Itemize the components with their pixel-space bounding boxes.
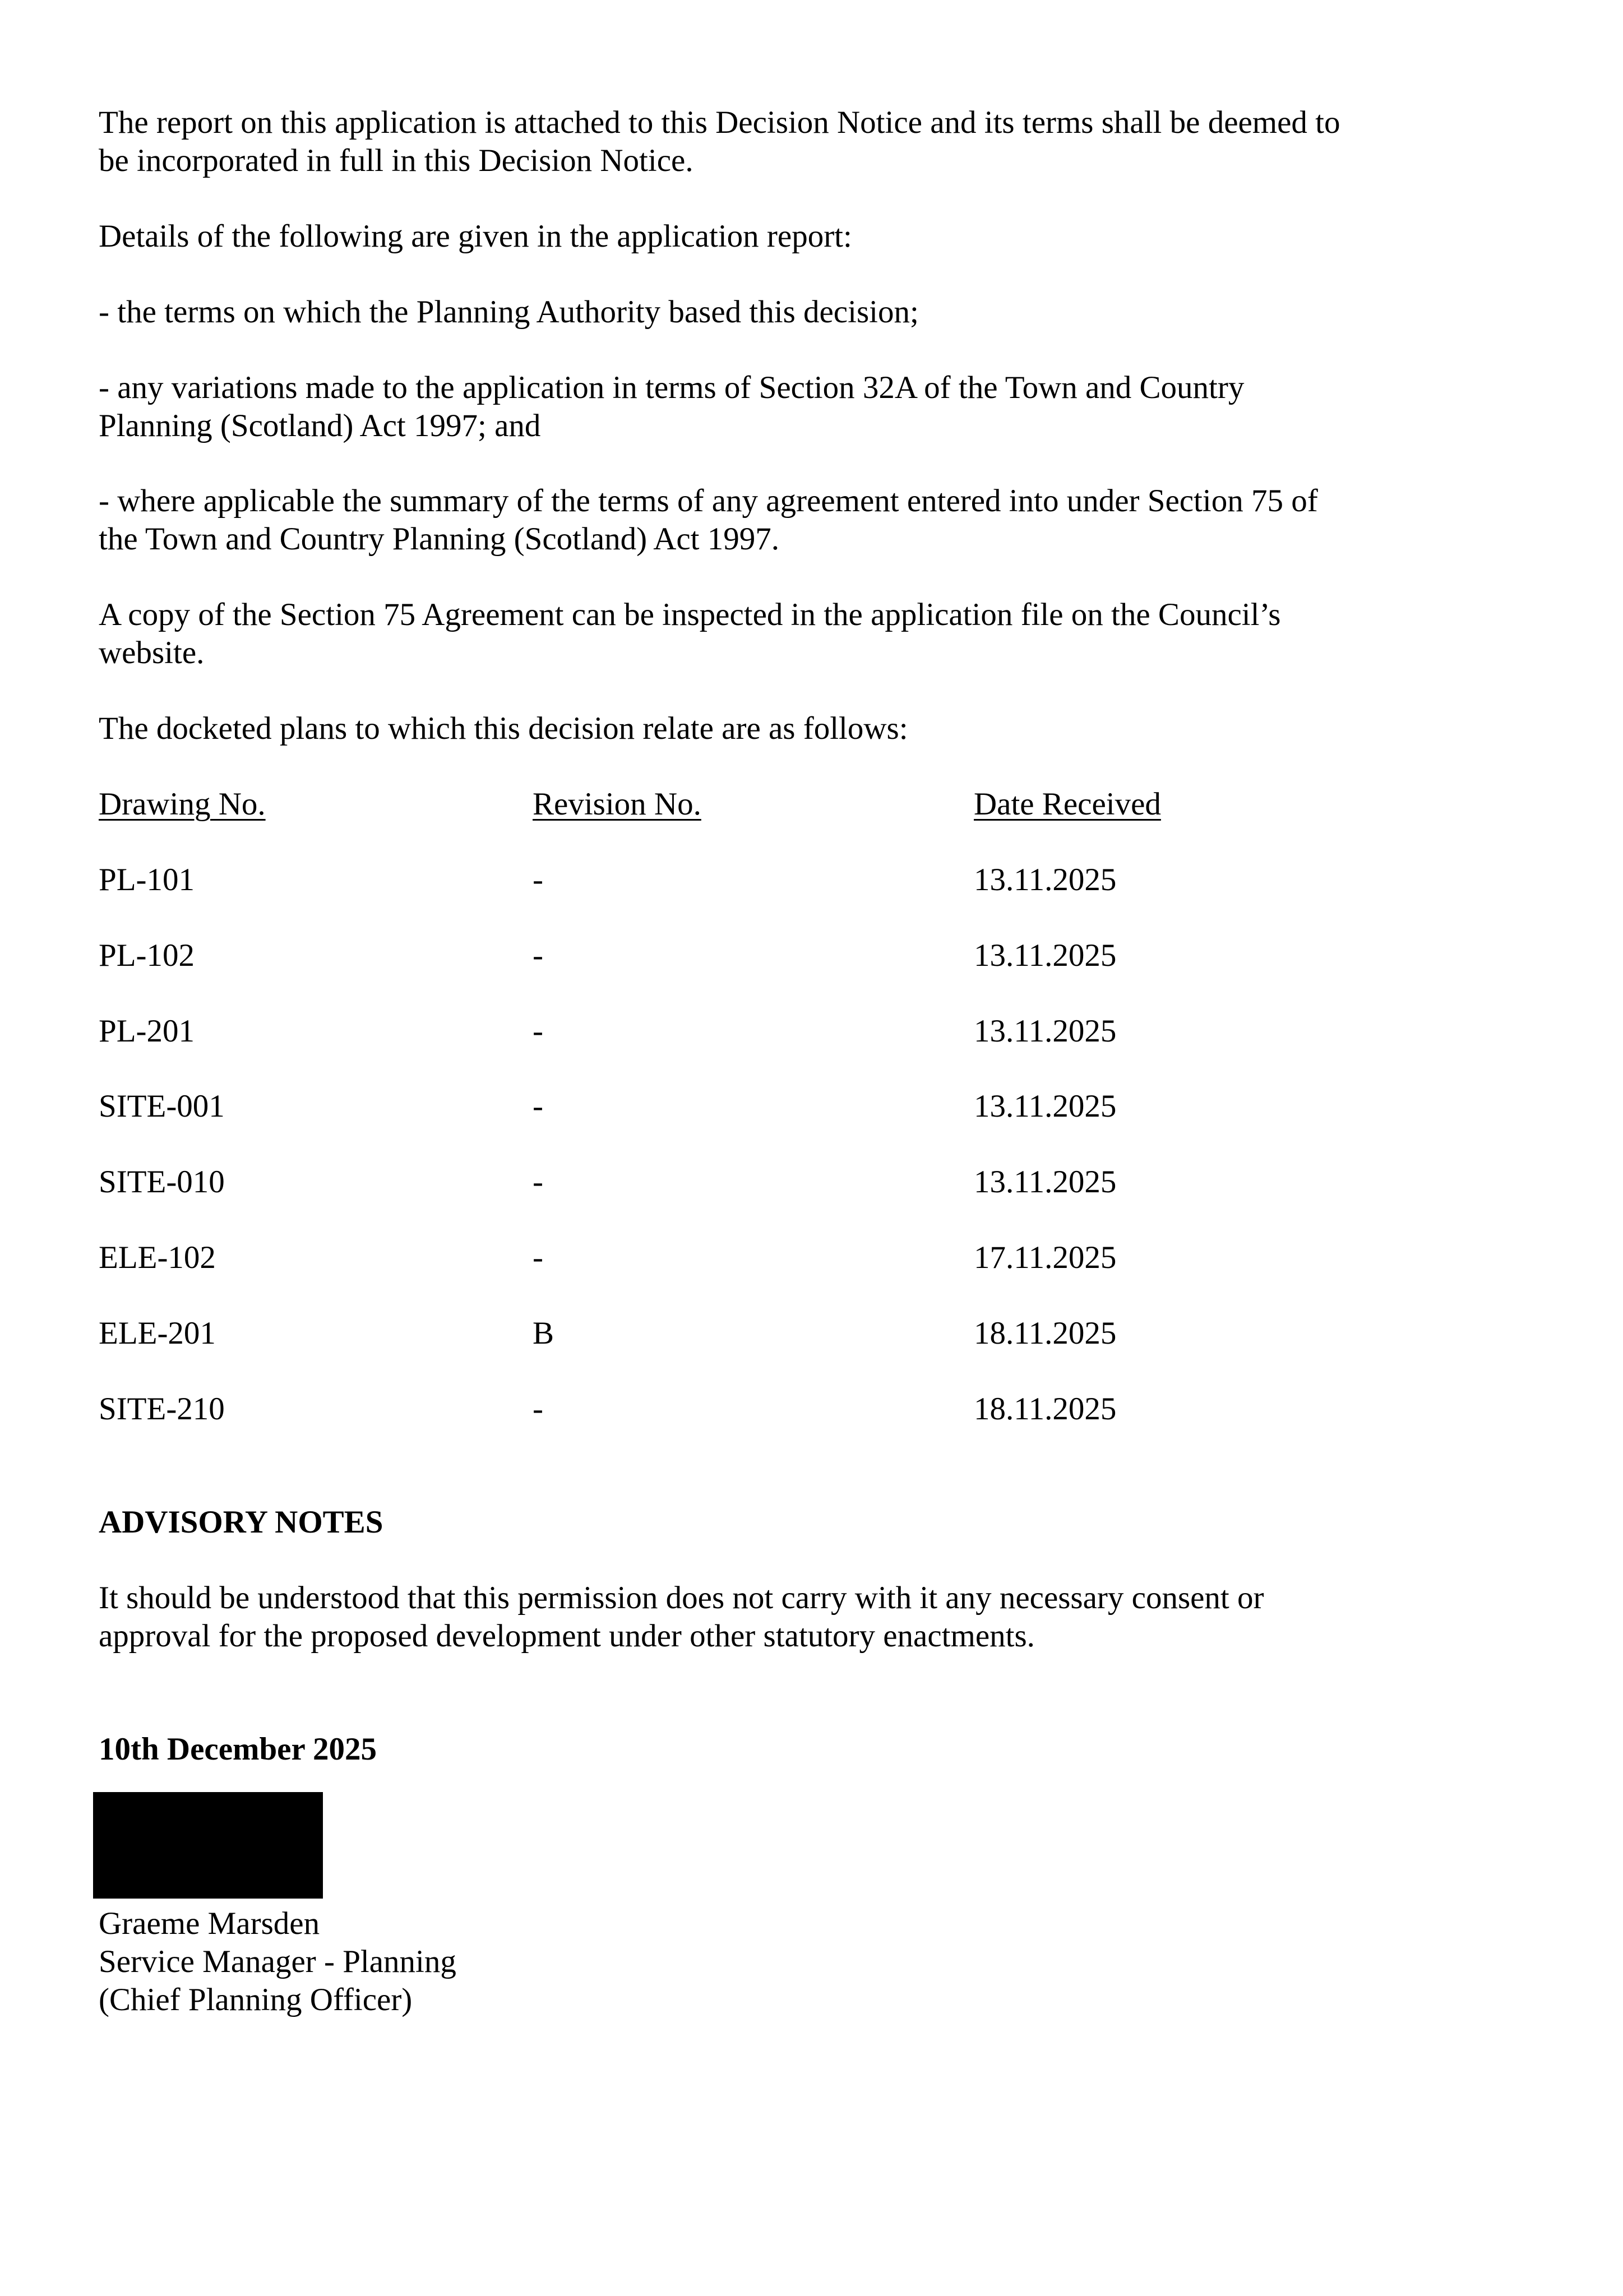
signatory-role: (Chief Planning Officer) xyxy=(99,1982,413,2017)
revision-no-cell: - xyxy=(533,1391,543,1427)
date-received-cell: 17.11.2025 xyxy=(974,1240,1117,1275)
revision-no-cell: - xyxy=(533,938,543,973)
revision-no-cell: - xyxy=(533,1240,543,1275)
paragraph-agreement-line-1: - where applicable the summary of the terms of any agreement entered into under Section 75 of xyxy=(99,483,1318,519)
paragraph-section75-line-2: website. xyxy=(99,635,205,670)
date-received-cell: 18.11.2025 xyxy=(974,1391,1117,1427)
revision-no-cell: - xyxy=(533,1164,543,1200)
paragraph-section75-line-1: A copy of the Section 75 Agreement can be inspected in the application file on the Council’s xyxy=(99,597,1281,632)
revision-no-cell: - xyxy=(533,862,543,897)
date-received-cell: 18.11.2025 xyxy=(974,1316,1117,1351)
paragraph-terms: - the terms on which the Planning Authority based this decision; xyxy=(99,294,919,330)
drawing-no-cell: PL-101 xyxy=(99,862,195,897)
signatory-name: Graeme Marsden xyxy=(99,1906,320,1941)
drawing-no-cell: SITE-001 xyxy=(99,1089,225,1124)
revision-no-cell: - xyxy=(533,1089,543,1124)
revision-no-cell: B xyxy=(533,1316,554,1351)
drawing-no-cell: PL-102 xyxy=(99,938,195,973)
header-revision-no: Revision No. xyxy=(533,786,701,822)
paragraph-variations-line-2: Planning (Scotland) Act 1997; and xyxy=(99,408,541,443)
date-received-cell: 13.11.2025 xyxy=(974,1164,1117,1200)
drawing-no-cell: ELE-201 xyxy=(99,1316,216,1351)
date-received-cell: 13.11.2025 xyxy=(974,862,1117,897)
drawing-no-cell: SITE-010 xyxy=(99,1164,225,1200)
date-received-cell: 13.11.2025 xyxy=(974,938,1117,973)
drawing-no-cell: SITE-210 xyxy=(99,1391,225,1427)
date-received-cell: 13.11.2025 xyxy=(974,1013,1117,1049)
paragraph-details: Details of the following are given in the application report: xyxy=(99,219,852,254)
decision-date: 10th December 2025 xyxy=(99,1732,377,1767)
redacted-signature xyxy=(93,1792,323,1899)
paragraph-report-line-1: The report on this application is attached to this Decision Notice and its terms shall be deemed to xyxy=(99,105,1340,140)
drawing-no-cell: ELE-102 xyxy=(99,1240,216,1275)
paragraph-agreement-line-2: the Town and Country Planning (Scotland) Act 1997. xyxy=(99,521,780,557)
header-drawing-no: Drawing No. xyxy=(99,786,266,822)
revision-no-cell: - xyxy=(533,1013,543,1049)
paragraph-variations-line-1: - any variations made to the application in terms of Section 32A of the Town and Country xyxy=(99,370,1245,405)
drawing-no-cell: PL-201 xyxy=(99,1013,195,1049)
advisory-notes-line-2: approval for the proposed development under other statutory enactments. xyxy=(99,1618,1035,1654)
header-date-received: Date Received xyxy=(974,786,1161,822)
paragraph-report-line-2: be incorporated in full in this Decision Notice. xyxy=(99,143,693,178)
paragraph-docketed-plans: The docketed plans to which this decision relate are as follows: xyxy=(99,711,908,746)
signatory-title: Service Manager - Planning xyxy=(99,1944,456,1979)
date-received-cell: 13.11.2025 xyxy=(974,1089,1117,1124)
advisory-notes-line-1: It should be understood that this permission does not carry with it any necessary consent or xyxy=(99,1580,1264,1615)
advisory-notes-heading: ADVISORY NOTES xyxy=(99,1505,383,1540)
